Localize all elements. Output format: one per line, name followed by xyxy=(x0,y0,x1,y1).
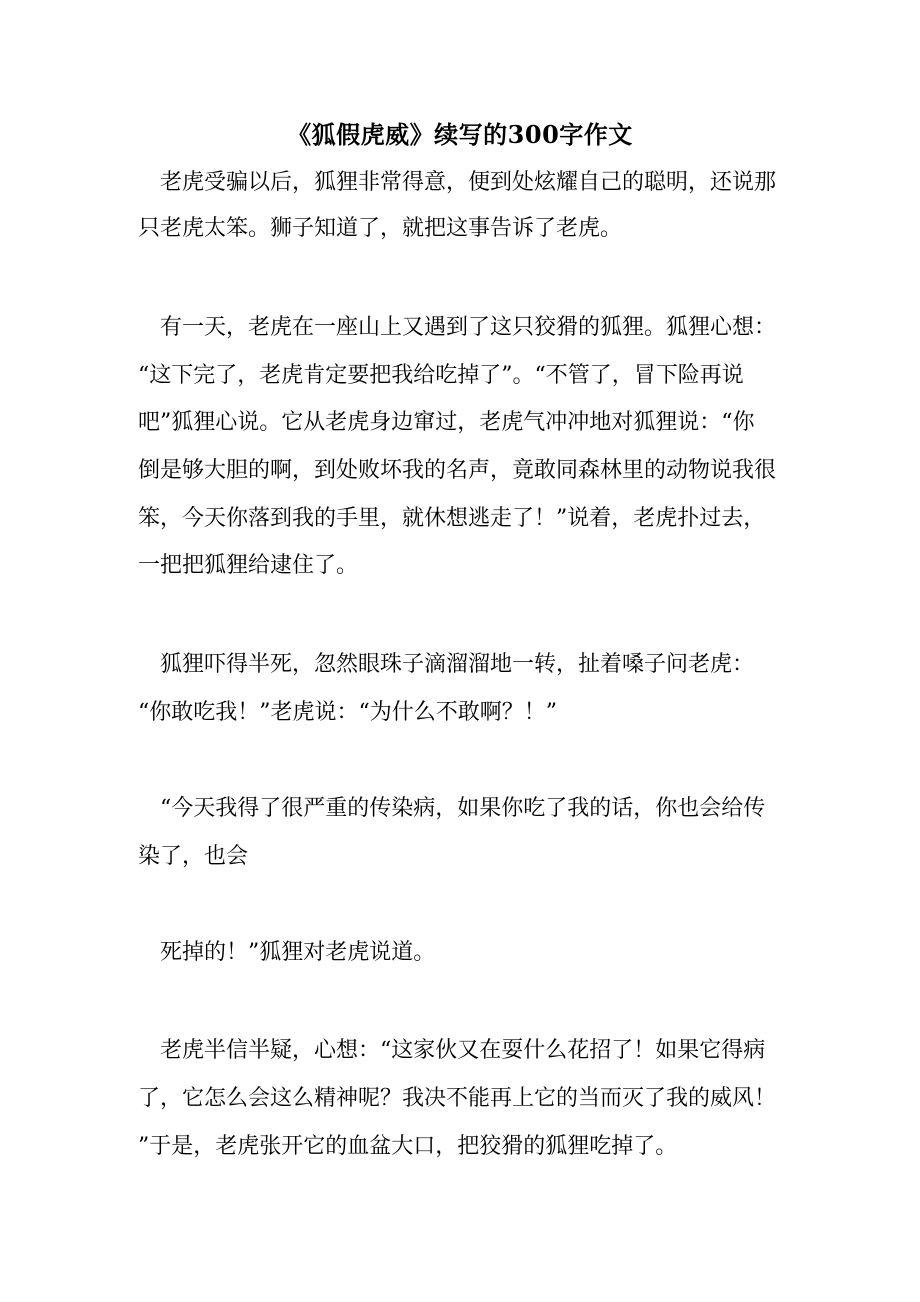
paragraph-line: “你敢吃我！”老虎说：“为什么不敢啊？！” xyxy=(138,700,557,725)
document-title: 《狐假虎威》续写的300字作文 xyxy=(287,120,633,149)
paragraph-line: 老虎受骗以后，狐狸非常得意，便到处炫耀自己的聪明，还说那 xyxy=(138,170,777,195)
paragraph-line: 笨，今天你落到我的手里，就休想逃走了！”说着，老虎扑过去， xyxy=(138,506,766,531)
paragraph-line: “今天我得了很严重的传染病，如果你吃了我的话，你也会给传 xyxy=(138,796,766,821)
paragraph-line: “这下完了，老虎肯定要把我给吃掉了”。“不管了，冒下险再说 xyxy=(138,363,744,388)
paragraph-line: 只老虎太笨。狮子知道了，就把这事告诉了老虎。 xyxy=(138,216,623,241)
paragraph-line: ”于是，老虎张开它的血盆大口，把狡猾的狐狸吃掉了。 xyxy=(138,1134,678,1159)
paragraph-line: 了，它怎么会这么精神呢？我决不能再上它的当而灭了我的威风！ xyxy=(138,1086,777,1111)
paragraph-line: 吧”狐狸心说。它从老虎身边窜过，老虎气冲冲地对狐狸说：“你 xyxy=(138,410,755,435)
paragraph-line: 老虎半信半疑，心想：“这家伙又在耍什么花招了！如果它得病 xyxy=(138,1038,766,1063)
paragraph-line: 染了，也会 xyxy=(138,844,249,869)
paragraph-line: 一把把狐狸给逮住了。 xyxy=(138,553,359,578)
paragraph-line: 狐狸吓得半死，忽然眼珠子滴溜溜地一转，扯着嗓子问老虎： xyxy=(138,652,755,677)
paragraph-line: 倒是够大胆的啊，到处败坏我的名声，竟敢同森林里的动物说我很 xyxy=(138,458,777,483)
paragraph-line: 死掉的！”狐狸对老虎说道。 xyxy=(138,940,436,965)
paragraph-line: 有一天，老虎在一座山上又遇到了这只狡猾的狐狸。狐狸心想： xyxy=(138,315,777,340)
